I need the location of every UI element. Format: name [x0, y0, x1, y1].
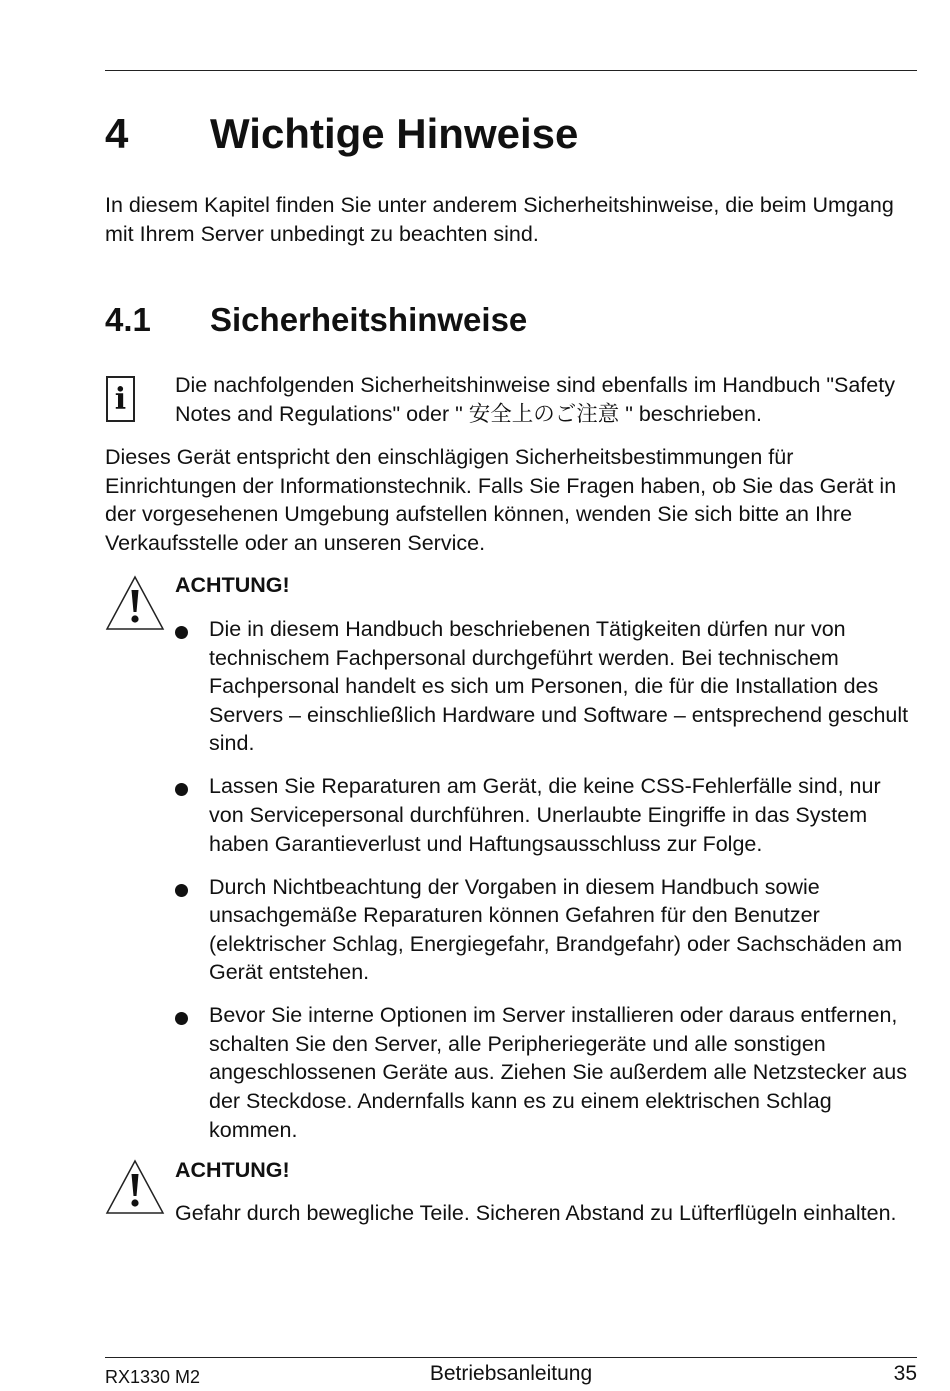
list-item	[175, 615, 920, 758]
bullet-icon	[175, 1012, 188, 1025]
bullet-icon	[175, 884, 188, 897]
list-item-text: Bevor Sie interne Optionen im Server installieren oder daraus entfernen, schalten Sie den Server, alle Peripheriegeräte und alle sonstigen angeschlossenen Geräte aus. Ziehen Sie außerdem alle Netzstecker aus der Steckdose. Andernfalls kann es zu einem elektrischen Schlag kommen.	[209, 1003, 907, 1142]
bullet-icon	[175, 626, 188, 639]
section-number: 4.1	[105, 301, 151, 338]
list-item	[175, 772, 920, 858]
chapter-intro: In diesem Kapitel finden Sie unter anderem Sicherheitshinweise, die beim Umgang mit Ihrem Server unbedingt zu beachten sind.	[105, 193, 894, 246]
footer-rule	[105, 1357, 917, 1358]
chapter-number: 4	[105, 110, 129, 157]
list-item-text: Die in diesem Handbuch beschriebenen Tätigkeiten dürfen nur von technischem Fachpersonal durchgeführt werden. Bei technischem Fachpersonal handelt es sich um Personen, die für die Installation des Servers – einschließlich Hardware und Software – entsprechend geschult sind.	[209, 617, 909, 756]
warning-icon	[104, 574, 166, 632]
info-icon: i	[106, 376, 135, 422]
list-item-text: Durch Nichtbeachtung der Vorgaben in diesem Handbuch sowie unsachgemäße Reparaturen können Gefahren für den Benutzer (elektrischer Schlag, Energiegefahr, Brandgefahr) oder Sachschäden am Gerät entstehen.	[209, 874, 903, 985]
warning-list	[175, 615, 920, 1159]
page-number: 35	[893, 1362, 917, 1385]
footer-model: RX1330 M2	[105, 1367, 201, 1387]
list-item-text: Lassen Sie Reparaturen am Gerät, die keine CSS-Fehlerfälle sind, nur von Servicepersonal durchführen. Unerlaubte Eingriffe in das System haben Garantieverlust und Haftungsausschluss zur Folge.	[209, 774, 881, 856]
list-item	[175, 1001, 920, 1144]
info-note-text: Die nachfolgenden Sicherheitshinweise sind ebenfalls im Handbuch "Safety Notes and Regulations" oder " 安全上のご注意 " beschrieben.	[175, 373, 895, 426]
bullet-icon	[175, 783, 188, 796]
chapter-title: Wichtige Hinweise	[210, 110, 579, 157]
header-rule	[105, 70, 917, 71]
warning-text: Gefahr durch bewegliche Teile. Sicheren Abstand zu Lüfterflügeln einhalten.	[175, 1201, 897, 1225]
body-paragraph: Dieses Gerät entspricht den einschlägigen Sicherheitsbestimmungen für Einrichtungen der Informationstechnik. Falls Sie Fragen haben, ob Sie das Gerät in der vorgesehenen Umgebung aufstellen können, wenden Sie sich bitte an Ihre Verkaufsstelle oder an unseren Service.	[105, 445, 897, 555]
list-item	[175, 873, 920, 987]
warning-title: ACHTUNG!	[175, 573, 290, 597]
warning-title: ACHTUNG!	[175, 1158, 290, 1182]
section-title: Sicherheitshinweise	[210, 301, 528, 338]
warning-icon	[104, 1158, 166, 1216]
footer-manual-title: Betriebsanleitung	[429, 1362, 593, 1385]
